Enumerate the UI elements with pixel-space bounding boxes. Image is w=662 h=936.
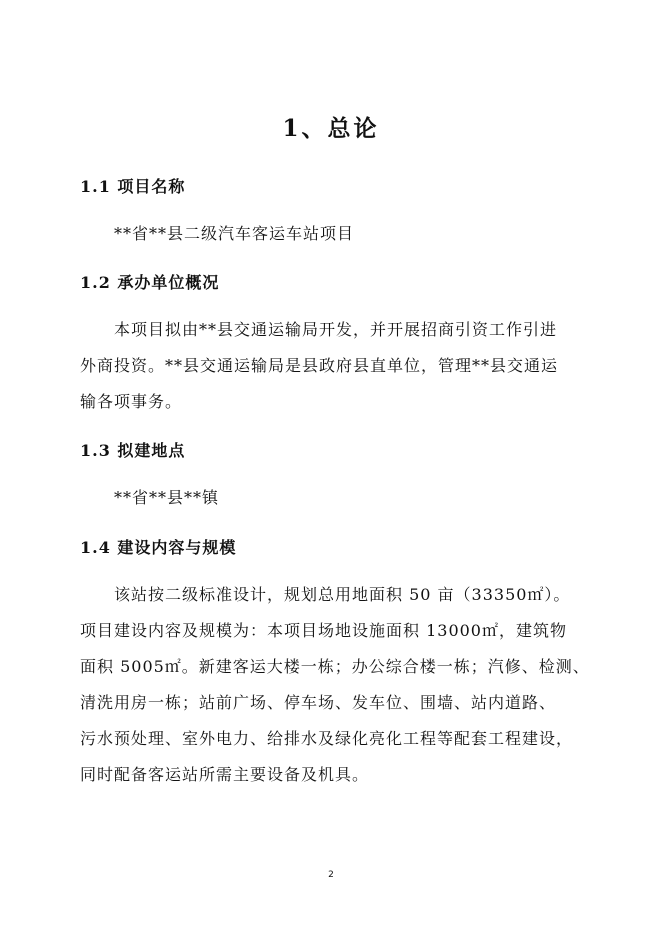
organizer-text-line: 输各项事务。 bbox=[80, 392, 183, 411]
section-heading-location: 1.3 拟建地点 bbox=[80, 441, 186, 460]
scope-text-line: 面积 5005㎡。新建客运大楼一栋；办公综合楼一栋；汽修、检测、 bbox=[80, 657, 590, 676]
section-heading-organizer: 1.2 承办单位概况 bbox=[80, 273, 220, 292]
scope-text-line: 该站按二级标准设计，规划总用地面积 50 亩（33350㎡）。 bbox=[114, 585, 571, 604]
section-heading-scope: 1.4 建设内容与规模 bbox=[80, 538, 237, 557]
project-name-text: **省**县二级汽车客运车站项目 bbox=[114, 224, 355, 243]
organizer-text-line: 外商投资。**县交通运输局是县政府县直单位，管理**县交通运 bbox=[80, 356, 559, 375]
section-heading-project-name: 1.1 项目名称 bbox=[80, 177, 186, 196]
scope-text-line: 项目建设内容及规模为：本项目场地设施面积 13000㎡，建筑物 bbox=[80, 621, 567, 640]
organizer-text-line: 本项目拟由**县交通运输局开发，并开展招商引资工作引进 bbox=[114, 320, 558, 339]
scope-text-line: 同时配备客运站所需主要设备及机具。 bbox=[80, 765, 370, 784]
location-text: **省**县**镇 bbox=[114, 488, 220, 507]
scope-text-line: 污水预处理、室外电力、给排水及绿化亮化工程等配套工程建设， bbox=[80, 729, 574, 748]
scope-text-line: 清洗用房一栋；站前广场、停车场、发车位、围墙、站内道路、 bbox=[80, 693, 557, 712]
chapter-title: 1、总论 bbox=[282, 115, 380, 142]
page-number: 2 bbox=[328, 870, 334, 880]
